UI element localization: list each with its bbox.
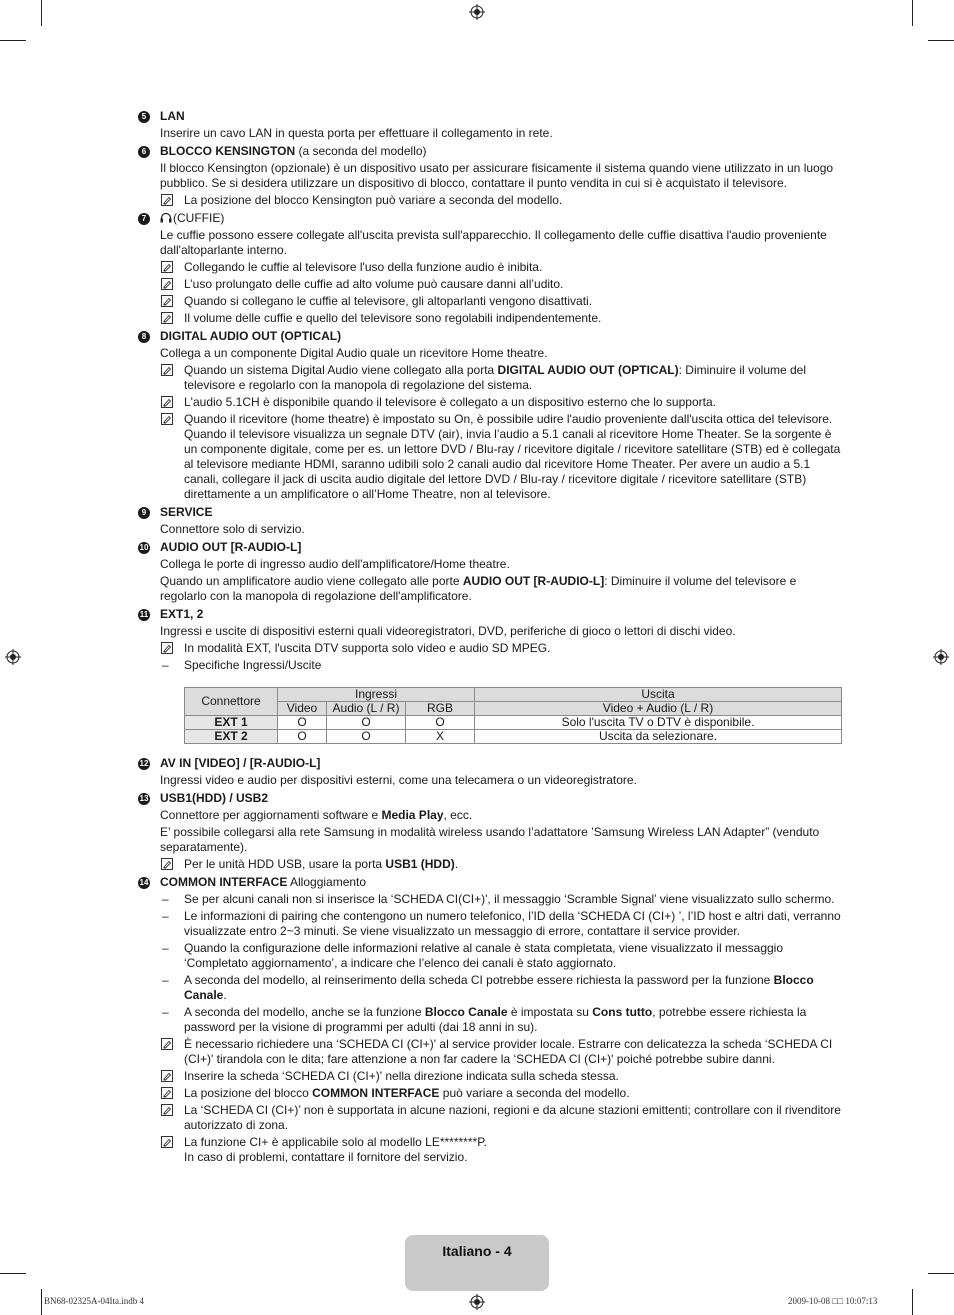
note-text: L’uso prolungato delle cuffie ad alto volume può causare danni all’udito. xyxy=(184,277,564,291)
table-header-connettore: Connettore xyxy=(185,688,278,716)
section-title: AUDIO OUT [R-AUDIO-L] xyxy=(160,540,302,554)
dash-text: Se per alcuni canali non si inserisce la ‘SCHEDA CI(CI+)', il messaggio ‘Scramble Signal’ viene visualizzato sullo schermo. xyxy=(184,892,835,906)
table-cell: EXT 2 xyxy=(185,730,278,744)
note-text: La funzione CI+ è applicabile solo al modello LE********P. xyxy=(184,1135,487,1149)
section-title: LAN xyxy=(160,109,185,123)
page-label: Italiano - 4 xyxy=(442,1243,512,1259)
dash-item xyxy=(160,892,844,907)
io-spec-table xyxy=(184,687,842,744)
paragraph xyxy=(160,808,844,823)
section-audio-out xyxy=(138,540,844,604)
section-common-interface xyxy=(138,875,844,1165)
note-text: La posizione del blocco xyxy=(184,1086,313,1100)
note-icon xyxy=(161,194,173,206)
table-cell: O xyxy=(327,730,406,744)
section-number: 14 xyxy=(139,878,149,887)
table-row xyxy=(185,716,842,730)
dash-text: è impostata su xyxy=(507,1005,593,1019)
table-cell: O xyxy=(278,730,327,744)
paragraph: Collega a un componente Digital Audio quale un ricevitore Home theatre. xyxy=(160,346,548,360)
section-title: COMMON INTERFACE xyxy=(160,875,288,889)
table-subheader: Video + Audio (L / R) xyxy=(475,702,842,716)
note-icon xyxy=(161,278,173,290)
crop-mark xyxy=(41,1289,42,1315)
dash-text: Le informazioni di pairing che contengono un numero telefonico, l’ID della ‘SCHEDA CI (CI+) ’, l’ID host e altri dati, verranno visualizzate entro 2~3 minuti. Se viene visualizzato un messaggio di errore, contattare il service provider. xyxy=(184,909,841,938)
document-body xyxy=(138,109,844,1168)
paragraph: Collega le porte di ingresso audio dell'amplificatore/Home theatre. xyxy=(160,557,510,571)
section-number: 5 xyxy=(138,111,150,123)
note-icon xyxy=(161,858,173,870)
note-icon xyxy=(161,1038,173,1050)
dash-item xyxy=(160,941,844,971)
note-text: Il volume delle cuffie e quello del televisore sono regolabili indipendentemente. xyxy=(184,311,602,325)
footer-timestamp: 2009-10-08 □□ 10:07:13 xyxy=(788,1296,878,1306)
paragraph-text: : Diminuire il volume del televisore e regolarlo con la manopola di regolazione dell'amplificatore. xyxy=(160,574,797,603)
crop-mark xyxy=(912,0,913,26)
section-title: BLOCCO KENSINGTON xyxy=(160,144,296,158)
note-icon xyxy=(161,642,173,654)
dash-bold-text: Blocco Canale xyxy=(184,973,814,1002)
note-item xyxy=(160,1086,844,1101)
crop-mark xyxy=(0,40,26,41)
dash-text: Quando la configurazione delle informazioni relative al canale è stata completata, viene visualizzato il messaggio ‘Completato aggiornamento’, a indicare che l’elenco dei canali è stato aggiornato. xyxy=(184,941,784,970)
note-text: La ‘SCHEDA CI (CI+)’ non è supportata in alcune nazioni, regioni e da alcune stazioni emittenti; controllare con il rivenditore autorizzato di zona. xyxy=(184,1103,841,1132)
dash-item xyxy=(160,909,844,939)
paragraph: Ingressi e uscite di dispositivi esterni quali videoregistratori, DVD, periferiche di gioco o lettori di dischi video. xyxy=(160,624,736,638)
section-title: SERVICE xyxy=(160,505,213,519)
paragraph-text: Connettore per aggiornamenti software e xyxy=(160,808,382,822)
note-item xyxy=(160,363,844,393)
table-subheader: Video xyxy=(278,702,327,716)
note-icon xyxy=(161,1104,173,1116)
paragraph-text: Quando un amplificatore audio viene collegato alle porte xyxy=(160,574,463,588)
note-item xyxy=(160,1037,844,1067)
note-item xyxy=(160,260,844,275)
dash-text: Specifiche Ingressi/Uscite xyxy=(184,658,322,672)
note-item xyxy=(160,193,844,208)
note-icon xyxy=(161,364,173,376)
section-title-suffix: Alloggiamento xyxy=(287,875,367,889)
crop-mark xyxy=(928,1273,954,1274)
dash-item xyxy=(160,658,844,673)
section-number: 13 xyxy=(139,794,149,803)
dash-text: A seconda del modello, anche se la funzione xyxy=(184,1005,425,1019)
table-cell: X xyxy=(406,730,475,744)
crop-mark xyxy=(928,40,954,41)
section-number: 10 xyxy=(139,543,149,552)
paragraph: Inserire un cavo LAN in questa porta per effettuare il collegamento in rete. xyxy=(160,126,553,140)
section-number: 8 xyxy=(138,331,150,343)
section-lan xyxy=(138,109,844,141)
note-icon xyxy=(161,1136,173,1148)
section-av-in xyxy=(138,756,844,788)
table-row xyxy=(185,730,842,744)
section-headphones xyxy=(138,211,844,326)
section-number: 6 xyxy=(138,146,150,158)
table-cell: O xyxy=(278,716,327,730)
dash-text: A seconda del modello, al reinserimento della scheda CI potrebbe essere richiesta la password per la funzione xyxy=(184,973,774,987)
section-number: 12 xyxy=(139,759,149,768)
dash-mark: – xyxy=(162,658,169,672)
note-text: Collegando le cuffie al televisore l'uso della funzione audio è inibita. xyxy=(184,260,543,274)
note-item xyxy=(160,277,844,292)
note-text: Quando un sistema Digital Audio viene collegato alla porta xyxy=(184,363,498,377)
note-text: Quando si collegano le cuffie al televisore, gli altoparlanti vengono disattivati. xyxy=(184,294,593,308)
paragraph-bold-text: AUDIO OUT [R-AUDIO-L] xyxy=(462,574,605,588)
note-item xyxy=(160,1103,844,1133)
note-text: L'audio 5.1CH è disponibile quando il televisore è collegato a un dispositivo esterno che lo supporta. xyxy=(184,395,716,409)
page-number-tab xyxy=(405,1235,549,1291)
dash-item xyxy=(160,973,844,1003)
paragraph: Il blocco Kensington (opzionale) è un dispositivo usato per assicurare fisicamente il sistema quando viene utilizzato in un luogo pubblico. Se si desidera utilizzare un dispositivo di blocco, contattare il punto vendita in cui si è acquistato il televisore. xyxy=(160,161,834,190)
section-ext xyxy=(138,607,844,744)
note-text: In modalità EXT, l'uscita DTV supporta solo video e audio SD MPEG. xyxy=(184,641,551,655)
paragraph-text: , ecc. xyxy=(443,808,473,822)
table-header-uscita: Uscita xyxy=(475,688,842,702)
section-number: 9 xyxy=(138,507,150,519)
paragraph xyxy=(160,574,844,604)
note-item xyxy=(160,412,844,502)
registration-mark-icon xyxy=(933,649,949,665)
table-header-ingressi: Ingressi xyxy=(278,688,475,702)
section-number: 11 xyxy=(139,610,149,619)
section-heading xyxy=(160,875,844,890)
note-text: può variare a seconda del modello. xyxy=(439,1086,630,1100)
note-item xyxy=(160,395,844,410)
section-title-suffix: (CUFFIE) xyxy=(173,211,225,225)
note-item xyxy=(160,857,844,872)
dash-mark: – xyxy=(162,941,169,955)
registration-mark-icon xyxy=(469,1294,485,1310)
dash-mark: – xyxy=(162,892,169,906)
dash-text: . xyxy=(223,988,227,1002)
note-bold-text: DIGITAL AUDIO OUT (OPTICAL) xyxy=(497,363,679,377)
note-icon xyxy=(161,396,173,408)
section-title: DIGITAL AUDIO OUT (OPTICAL) xyxy=(160,329,342,343)
note-bold-text: COMMON INTERFACE xyxy=(312,1086,440,1100)
note-item xyxy=(160,311,844,326)
headphone-icon xyxy=(160,212,172,223)
note-item xyxy=(160,1069,844,1084)
note-icon xyxy=(161,295,173,307)
paragraph: E’ possibile collegarsi alla rete Samsung in modalità wireless usando l’adattatore ’Samsung Wireless LAN Adapter” (venduto separatamente). xyxy=(160,825,820,854)
note-text: È necessario richiedere una ‘SCHEDA CI (CI+)' al service provider locale. Estrarre con delicatezza la scheda ‘SCHEDA CI (CI+)' tirandola con le dita; fare attenzione a non far cadere la ‘SCHEDA CI (CI+)' poiché potrebbe subire danni. xyxy=(184,1037,833,1066)
section-digital-audio-out xyxy=(138,329,844,502)
section-title: AV IN [VIDEO] / [R-AUDIO-L] xyxy=(160,756,321,770)
note-icon xyxy=(161,312,173,324)
note-item xyxy=(160,294,844,309)
table-cell: O xyxy=(406,716,475,730)
paragraph: Ingressi video e audio per dispositivi esterni, come una telecamera o un videoregistratore. xyxy=(160,773,637,787)
section-usb xyxy=(138,791,844,872)
dash-mark: – xyxy=(162,973,169,987)
crop-mark xyxy=(41,0,42,26)
table-cell: Solo l'uscita TV o DTV è disponibile. xyxy=(475,716,842,730)
note-icon xyxy=(161,413,173,425)
registration-mark-icon xyxy=(5,649,21,665)
registration-mark-icon xyxy=(469,4,485,20)
paragraph: Le cuffie possono essere collegate all'uscita prevista sull'apparecchio. Il collegamento delle cuffie disattiva l'audio proveniente dall'altoparlante interno. xyxy=(160,228,827,257)
paragraph-bold-text: Media Play xyxy=(381,808,444,822)
section-service xyxy=(138,505,844,537)
section-heading xyxy=(160,144,844,159)
note-item xyxy=(160,641,844,656)
section-title: EXT1, 2 xyxy=(160,607,204,621)
note-text: Inserire la scheda ‘SCHEDA CI (CI+)' nella direzione indicata sulla scheda stessa. xyxy=(184,1069,619,1083)
note-text: Quando il ricevitore (home theatre) è impostato su On, è possibile udire l'audio proveniente dall'uscita ottica del televisore. Quando il televisore visualizza un segnale DTV (air), invia l’audio a 5.1 canali al ricevitore Home Theater. Se la sorgente è un componente digitale, come per es. un lettore DVD / Blu-ray / ricevitore digitale / ricevitore satellitare (STB) ed è collegata al televisore mediante HDMI, saranno udibili solo 2 canali audio dal ricevitore Home Theater. Per avere un audio a 5.1 canali, collegare il jack di uscita audio digitale del lettore DVD / Blu-ray / ricevitore digitale / ricevitore satellitare (STB) direttamente a un amplificatore o all’Home Theatre, non al televisore. xyxy=(184,412,841,501)
note-text: In caso di problemi, contattare il fornitore del servizio. xyxy=(184,1150,468,1164)
dash-bold-text: Cons tutto xyxy=(592,1005,653,1019)
dash-mark: – xyxy=(162,909,169,923)
table-cell: O xyxy=(327,716,406,730)
note-text: Per le unità HDD USB, usare la porta xyxy=(184,857,386,871)
note-text: : Diminuire il volume del televisore e regolarlo con la manopola di regolazione del sistema. xyxy=(184,363,807,392)
dash-item xyxy=(160,1005,844,1035)
note-icon xyxy=(161,261,173,273)
section-kensington xyxy=(138,144,844,208)
crop-mark xyxy=(912,1289,913,1315)
dash-bold-text: Blocco Canale xyxy=(424,1005,508,1019)
section-title-suffix: (a seconda del modello) xyxy=(295,144,427,158)
crop-mark xyxy=(0,1273,26,1274)
table-cell: EXT 1 xyxy=(185,716,278,730)
note-text: La posizione del blocco Kensington può variare a seconda del modello. xyxy=(184,193,563,207)
dash-text: , potrebbe essere richiesta la password per la visione di programmi per adulti (dai 18 anni in su). xyxy=(184,1005,807,1034)
table-subheader: RGB xyxy=(406,702,475,716)
note-text: . xyxy=(454,857,459,871)
note-icon xyxy=(161,1070,173,1082)
note-item xyxy=(160,1135,844,1165)
note-bold-text: USB1 (HDD) xyxy=(385,857,455,871)
section-heading xyxy=(160,211,844,226)
table-subheader: Audio (L / R) xyxy=(327,702,406,716)
note-icon xyxy=(161,1087,173,1099)
section-title: USB1(HDD) / USB2 xyxy=(160,791,269,805)
table-cell: Uscita da selezionare. xyxy=(475,730,842,744)
dash-mark: – xyxy=(162,1005,169,1019)
section-number: 7 xyxy=(138,213,150,225)
paragraph: Connettore solo di servizio. xyxy=(160,522,305,536)
footer-file-info: BN68-02325A-04Ita.indb 4 xyxy=(44,1296,144,1306)
